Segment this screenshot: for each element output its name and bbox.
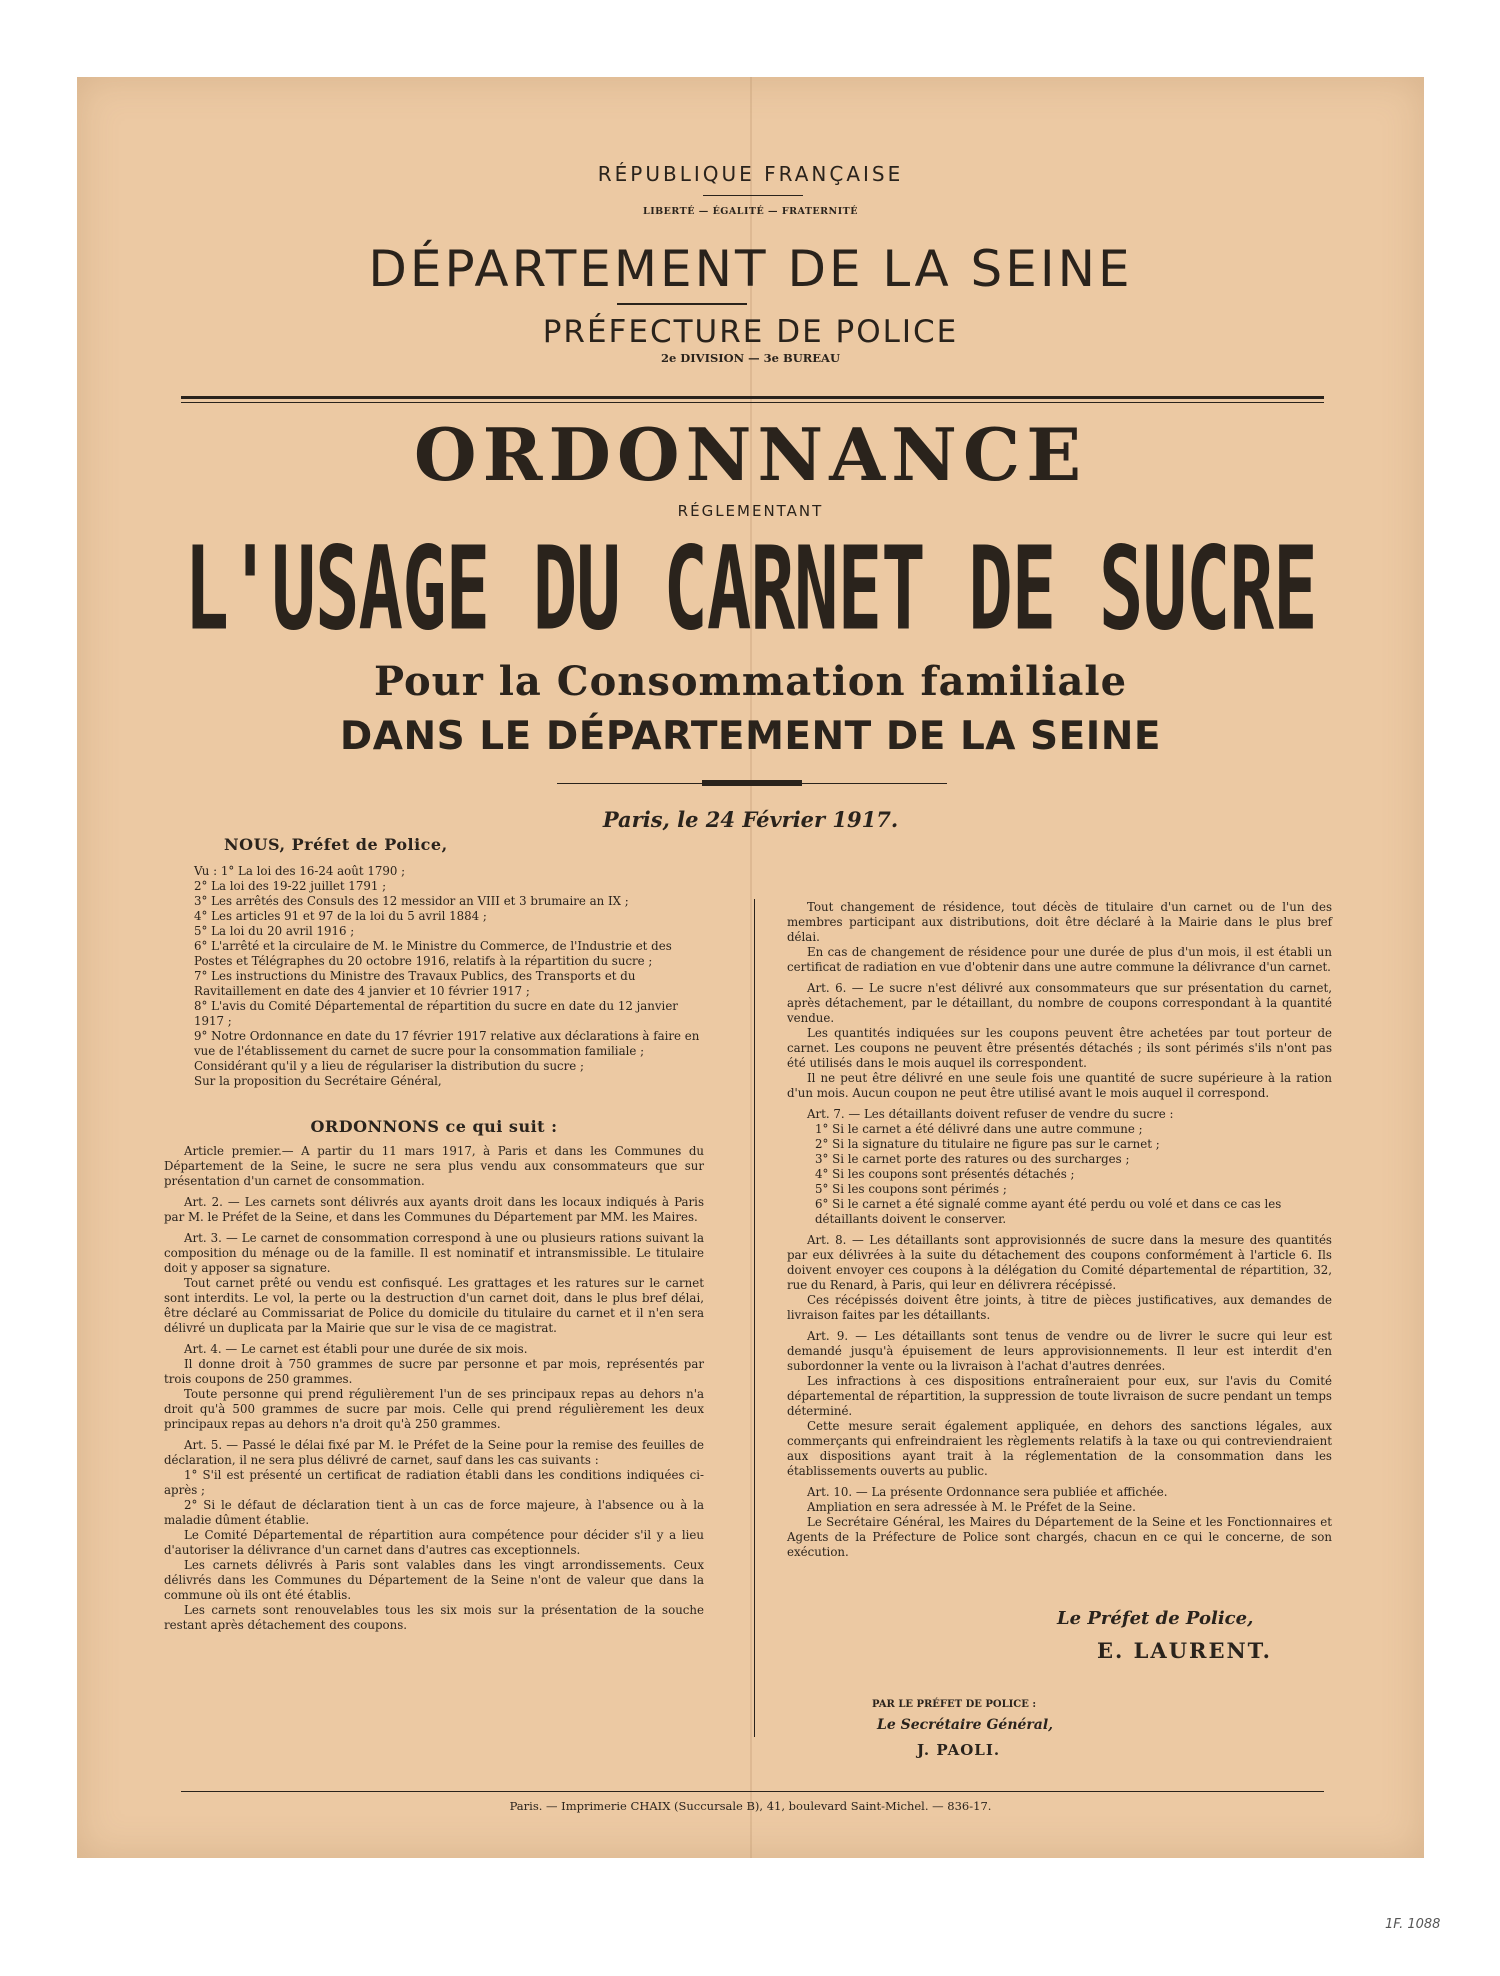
left-column: [164, 837, 704, 1633]
vu-item: 5° La loi du 20 avril 1916 ;: [194, 924, 355, 938]
divider: [617, 303, 747, 305]
signature-role: Le Préfet de Police,: [1057, 1608, 1254, 1629]
article-paragraph: Il donne droit à 750 grammes de sucre par personne et par mois, représentés par trois coupons de 250 grammes.: [164, 1357, 704, 1386]
list-item: 1° Si le carnet a été délivré dans une autre commune ;: [815, 1122, 1143, 1136]
vu-item: 3° Les arrêtés des Consuls des 12 messidor an VIII et 3 brumaire an IX ;: [194, 894, 629, 908]
article-paragraph: Toute personne qui prend régulièrement l'un de ses principaux repas au dehors n'a droit qu'à 500 grammes de sucre par mois. Celle qui prend régulièrement les deux principaux repas au dehors n'a droit qu'à 250 grammes.: [164, 1387, 704, 1431]
article-paragraph: Art. 9. — Les détaillants sont tenus de vendre ou de livrer le sucre qui leur est demandé jusqu'à épuisement de leurs approvisionnements. Il leur est interdit d'en subordonner la vente ou la livraison à l'achat d'autres denrées.: [787, 1329, 1332, 1373]
list-item: 2° Si la signature du titulaire ne figure pas sur le carnet ;: [815, 1137, 1160, 1151]
departement-heading: DÉPARTEMENT DE LA SEINE: [368, 240, 1133, 298]
article-paragraph: Tout carnet prêté ou vendu est confisqué. Les grattages et les ratures sur le carnet sont interdits. Le vol, la perte ou la destruction d'un carnet doit, dans le plus bref délai, être déclaré au Commissariat de Police du domicile du titulaire du carnet et il n'en sera délivré un duplicata par la Mairie que sur le visa de ce magistrat.: [164, 1276, 704, 1335]
vu-item: Sur la proposition du Secrétaire Général,: [194, 1074, 442, 1088]
article-paragraph: Le Comité Départemental de répartition aura compétence pour décider s'il y a lieu d'autoriser la délivrance d'un carnet dans d'autres cas exceptionnels.: [164, 1528, 704, 1557]
poster: [77, 77, 1424, 1858]
list-item: 5° Si les coupons sont périmés ;: [815, 1182, 1007, 1196]
article-paragraph: Article premier.— A partir du 11 mars 1917, à Paris et dans les Communes du Département de la Seine, le sucre ne sera plus vendu aux consommateurs que sur présentation d'un carnet de consommation.: [164, 1144, 704, 1188]
column-divider: [754, 899, 755, 1737]
article-paragraph: Les quantités indiquées sur les coupons peuvent être achetées par tout porteur de carnet. Les coupons ne peuvent être présentés détachés ; ils sont périmés s'ils n'ont pas été utilisés dans le mois auquel ils correspondent.: [787, 1026, 1332, 1070]
list-item: 6° Si le carnet a été signalé comme ayant été perdu ou volé et dans ce cas les détaillants doivent le conserver.: [815, 1197, 1282, 1226]
vu-item: 7° Les instructions du Ministre des Travaux Publics, des Transports et du Ravitaillement en date des 4 janvier et 10 février 1917 ;: [194, 969, 636, 998]
secretaire-name: J. PAOLI.: [917, 1741, 1001, 1759]
prefecture-heading: PRÉFECTURE DE POLICE: [542, 314, 959, 350]
article-paragraph: Art. 3. — Le carnet de consommation correspond à une ou plusieurs rations suivant la composition du ménage ou de la famille. Il est nominatif et intransmissible. Le titulaire doit y apposer sa signature.: [164, 1231, 704, 1275]
secretaire-role: Le Secrétaire Général,: [877, 1717, 1054, 1733]
article-paragraph: Les carnets délivrés à Paris sont valables dans les vingt arrondissements. Ceux délivrés dans les Communes du Département de la Seine n'ont de valeur que dans la commune où ils ont été établis.: [164, 1558, 704, 1602]
right-column: [787, 900, 1332, 1560]
vu-item: 6° L'arrêté et la circulaire de M. le Ministre du Commerce, de l'Industrie et des Postes et Télégraphes du 20 octobre 1916, relatifs à la répartition du sucre ;: [194, 939, 672, 968]
article-paragraph: Art. 5. — Passé le délai fixé par M. le Préfet de la Seine pour la remise des feuilles de déclaration, il ne sera plus délivré de carnet, sauf dans les cas suivants :: [164, 1438, 704, 1467]
division-label: 2e DIVISION — 3e BUREAU: [660, 351, 841, 365]
par-prefet-label: PAR LE PRÉFET DE POLICE :: [872, 1699, 1037, 1710]
article-paragraph: Il ne peut être délivré en une seule fois une quantité de sucre supérieure à la ration d'un mois. Aucun coupon ne peut être utilisé avant le mois auquel il correspond.: [787, 1071, 1332, 1100]
article-paragraph: Art. 4. — Le carnet est établi pour une durée de six mois.: [184, 1342, 528, 1356]
signature-name: E. LAURENT.: [1097, 1638, 1272, 1663]
nous-heading: NOUS, Préfet de Police,: [224, 835, 448, 854]
dans-subtitle: DANS LE DÉPARTEMENT DE LA SEINE: [339, 714, 1162, 759]
article-paragraph: Le Secrétaire Général, les Maires du Département de la Seine et les Fonctionnaires et Agents de la Préfecture de Police sont chargés, chacun en ce qui le concerne, de son exécution.: [787, 1515, 1332, 1559]
divider: [703, 195, 803, 196]
article-paragraph: Les carnets sont renouvelables tous les six mois sur la présentation de la souche restant après détachement des coupons.: [164, 1603, 704, 1632]
article-paragraph: Les infractions à ces dispositions entraîneraient pour eux, sur l'avis du Comité départemental de répartition, la suppression de toute livraison de sucre pendant un temps déterminé.: [787, 1374, 1332, 1418]
article-paragraph: 2° Si le défaut de déclaration tient à un cas de force majeure, à l'absence ou à la maladie dûment établie.: [164, 1498, 704, 1527]
vu-item: 4° Les articles 91 et 97 de la loi du 5 avril 1884 ;: [194, 909, 487, 923]
ordonnance-title: ORDONNANCE: [413, 412, 1088, 497]
devise: LIBERTÉ — ÉGALITÉ — FRATERNITÉ: [643, 206, 858, 217]
article-paragraph: Ces récépissés doivent être joints, à titre de pièces justificatives, aux demandes de livraison faites par les détaillants.: [787, 1293, 1332, 1322]
archive-reference: 1F. 1088: [1385, 1917, 1441, 1932]
vu-item: 8° L'avis du Comité Départemental de répartition du sucre en date du 12 janvier 1917 ;: [194, 999, 678, 1028]
ordonnons-heading: ORDONNONS ce qui suit :: [310, 1117, 558, 1136]
list-item: 3° Si le carnet porte des ratures ou des surcharges ;: [815, 1152, 1130, 1166]
pour-subtitle: Pour la Consommation familiale: [373, 658, 1128, 705]
date-line: Paris, le 24 Février 1917.: [602, 807, 899, 832]
list-item: 4° Si les coupons sont présentés détachés ;: [815, 1167, 1075, 1181]
article-paragraph: Tout changement de résidence, tout décès de titulaire d'un carnet ou de l'un des membres participant aux distributions, doit être déclaré à la Mairie dans le plus bref délai.: [787, 900, 1332, 944]
article-paragraph: Art. 8. — Les détaillants sont approvisionnés de sucre dans la mesure des quantités par eux délivrées à la suite du détachement des coupons conformément à l'article 6. Ils doivent envoyer ces coupons à la délégation du Comité départemental de répartition, 32, rue du Renard, à Paris, qui leur en délivrera récépissé.: [787, 1233, 1332, 1292]
header-rule: [181, 396, 1324, 399]
vu-item: Vu : 1° La loi des 16-24 août 1790 ;: [194, 864, 406, 878]
article-paragraph: Art. 2. — Les carnets sont délivrés aux ayants droit dans les locaux indiqués à Paris par M. le Préfet de la Seine, et dans les Communes du Département par MM. les Maires.: [164, 1195, 704, 1224]
vu-item: Considérant qu'il y a lieu de régulariser la distribution du sucre ;: [194, 1059, 585, 1073]
vu-item: 2° La loi des 19-22 juillet 1791 ;: [194, 879, 387, 893]
republique-heading: RÉPUBLIQUE FRANÇAISE: [597, 162, 904, 186]
article-paragraph: 1° S'il est présenté un certificat de radiation établi dans les conditions indiquées ci-après ;: [164, 1468, 704, 1497]
vu-item: 9° Notre Ordonnance en date du 17 février 1917 relative aux déclarations à faire en vue de l'établissement du carnet de sucre pour la consommation familiale ;: [194, 1029, 700, 1058]
header-rule-thin: [181, 402, 1324, 403]
footer-rule: [181, 1791, 1324, 1792]
usage-title: L'USAGE DU CARNET DE SUCRE: [184, 523, 1317, 657]
article-paragraph: Art. 7. — Les détaillants doivent refuser de vendre du sucre :: [807, 1107, 1174, 1121]
article-paragraph: En cas de changement de résidence pour une durée de plus d'un mois, il est établi un certificat de radiation en vue d'obtenir dans une autre commune la délivrance d'un carnet.: [787, 945, 1332, 974]
reglementant-label: RÉGLEMENTANT: [677, 502, 824, 520]
article-paragraph: Cette mesure serait également appliquée, en dehors des sanctions légales, aux commerçants qui enfreindraient les règlements relatifs à la taxe ou qui contreviendraient aux dispositions ayant trait à la réglementation de la consommation dans les établissements ouverts au public.: [787, 1419, 1332, 1478]
article-paragraph: Art. 6. — Le sucre n'est délivré aux consommateurs que sur présentation du carnet, après détachement, par le détaillant, du nombre de coupons correspondant à la quantité vendue.: [787, 981, 1332, 1025]
article-paragraph: Ampliation en sera adressée à M. le Préfet de la Seine.: [807, 1500, 1136, 1514]
title-rule-bold: [702, 780, 802, 786]
article-paragraph: Art. 10. — La présente Ordonnance sera publiée et affichée.: [807, 1485, 1168, 1499]
printer-footer: Paris. — Imprimerie CHAIX (Succursale B), 41, boulevard Saint-Michel. — 836-17.: [509, 1799, 992, 1813]
